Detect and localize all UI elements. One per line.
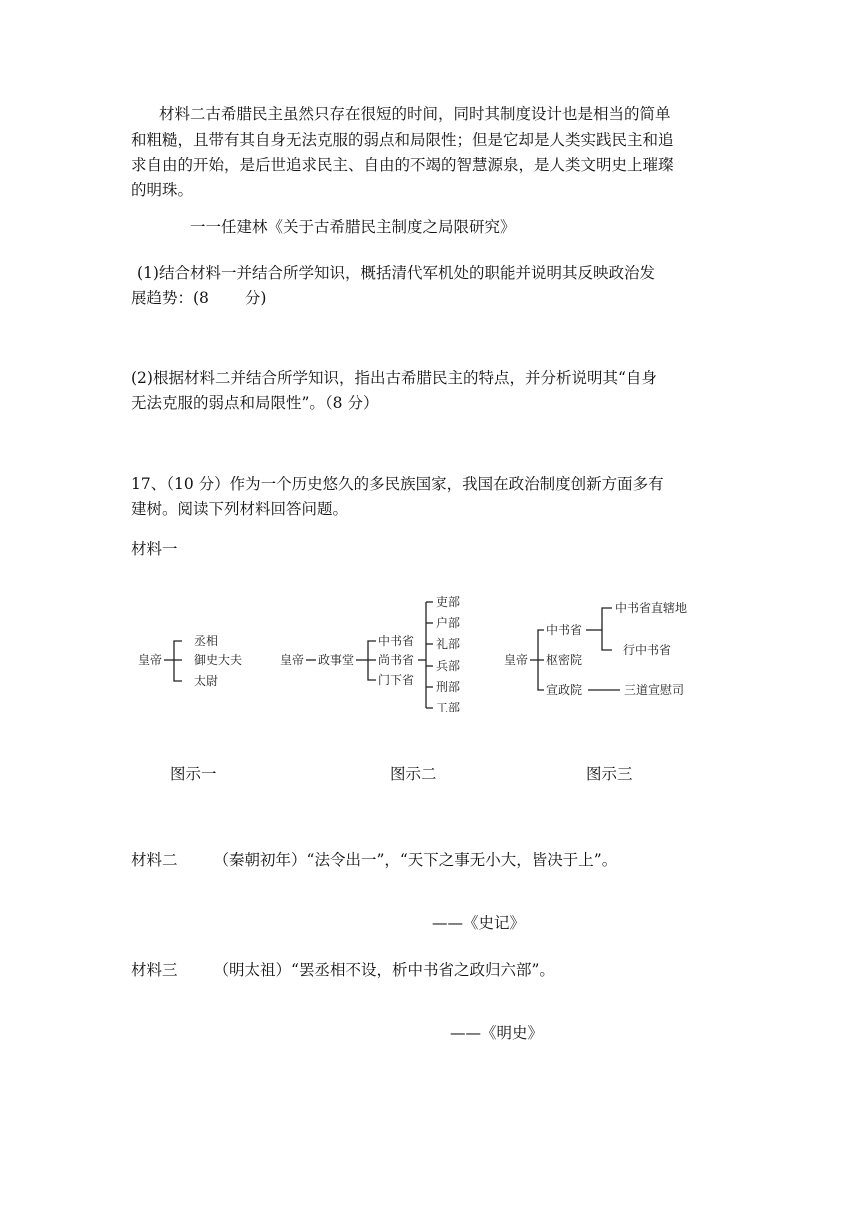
d2-ministry-6: 工部 [436,701,461,712]
diagram-yuan [504,600,687,697]
question1-score: 展趋势：(8 [131,289,209,307]
d2-province-1: 中书省 [378,634,415,648]
d3-xuanzheng-sub: 三道宣慰司 [624,683,685,697]
diagram-qin-han [138,633,242,688]
material1-label: 材料一 [131,540,178,558]
government-structure-diagrams [128,580,728,712]
question1-score-unit: 分) [244,289,267,307]
question17-line-2: 建树。阅读下列材料回答问题。 [131,500,349,518]
caption-diagram-2: 图示二 [390,765,437,783]
caption-diagram-1: 图示一 [170,765,217,783]
d2-province-2: 尚书省 [378,653,415,667]
d2-root: 皇帝 [280,653,305,667]
diagram-tang [280,595,460,712]
material3-text: （明太祖）“罢丞相不设，析中书省之政归六部”。 [213,961,555,979]
caption-diagram-3: 图示三 [586,765,633,783]
d3-item-1: 中书省 [546,623,583,637]
material2-source: 一一任建林《关于古希腊民主制度之局限研究》 [190,218,516,236]
d1-item-1: 丞相 [194,634,219,648]
material3-label: 材料三 [131,961,178,979]
d2-ministry-5: 刑部 [436,680,461,694]
material2-text: （秦朝初年）“法令出一”，“天下之事无小大，皆决于上”。 [213,851,618,869]
d2-middle: 政事堂 [318,653,355,667]
material2-quote-source: ——《史记》 [432,914,526,932]
question2-line-1: (2)根据材料二并结合所学知识，指出古希腊民主的特点，并分析说明其“自身 [131,369,657,387]
d1-root: 皇帝 [138,653,163,667]
material2-label: 材料二 [131,851,178,869]
d2-ministry-3: 礼部 [436,637,461,651]
d2-ministry-4: 兵部 [436,659,461,673]
question1-line-1: (1)结合材料一并结合所学知识，概括清代军机处的职能并说明其反映政治发 [137,264,655,282]
material2-passage-line-1: 材料二古希腊民主虽然只存在很短的时间，同时其制度设计也是相当的简单 [159,105,671,123]
material2-passage-line-2: 和粗糙，且带有其自身无法克服的弱点和局限性；但是它却是人类实践民主和追 [131,131,674,149]
material2-passage-line-4: 的明珠。 [131,181,194,199]
material2-quote-line [131,849,731,872]
d3-zhongshu-sub-1: 中书省直辖地 [615,601,688,615]
d1-item-3: 太尉 [194,674,219,688]
d3-item-3: 宣政院 [546,683,583,697]
d2-ministry-1: 吏部 [436,595,461,609]
d3-item-2: 枢密院 [546,653,583,667]
d3-zhongshu-sub-2: 行中书省 [623,643,672,657]
d2-province-3: 门下省 [378,673,415,687]
material2-passage-line-3: 求自由的开始，是后世追求民主、自由的不竭的智慧源泉，是人类文明史上璀璨 [131,156,674,174]
d2-ministry-2: 户部 [436,616,461,630]
question17-line-1: 17、（10 分）作为一个历史悠久的多民族国家，我国在政治制度创新方面多有 [131,475,664,493]
material3-quote-source: ——《明史》 [450,1024,544,1042]
d1-item-2: 御史大夫 [194,653,243,667]
question2-line-2: 无法克服的弱点和局限性”。（8 分） [131,394,379,412]
question1-line-2 [131,287,731,310]
d3-root: 皇帝 [504,653,529,667]
material3-quote-line [131,959,731,982]
